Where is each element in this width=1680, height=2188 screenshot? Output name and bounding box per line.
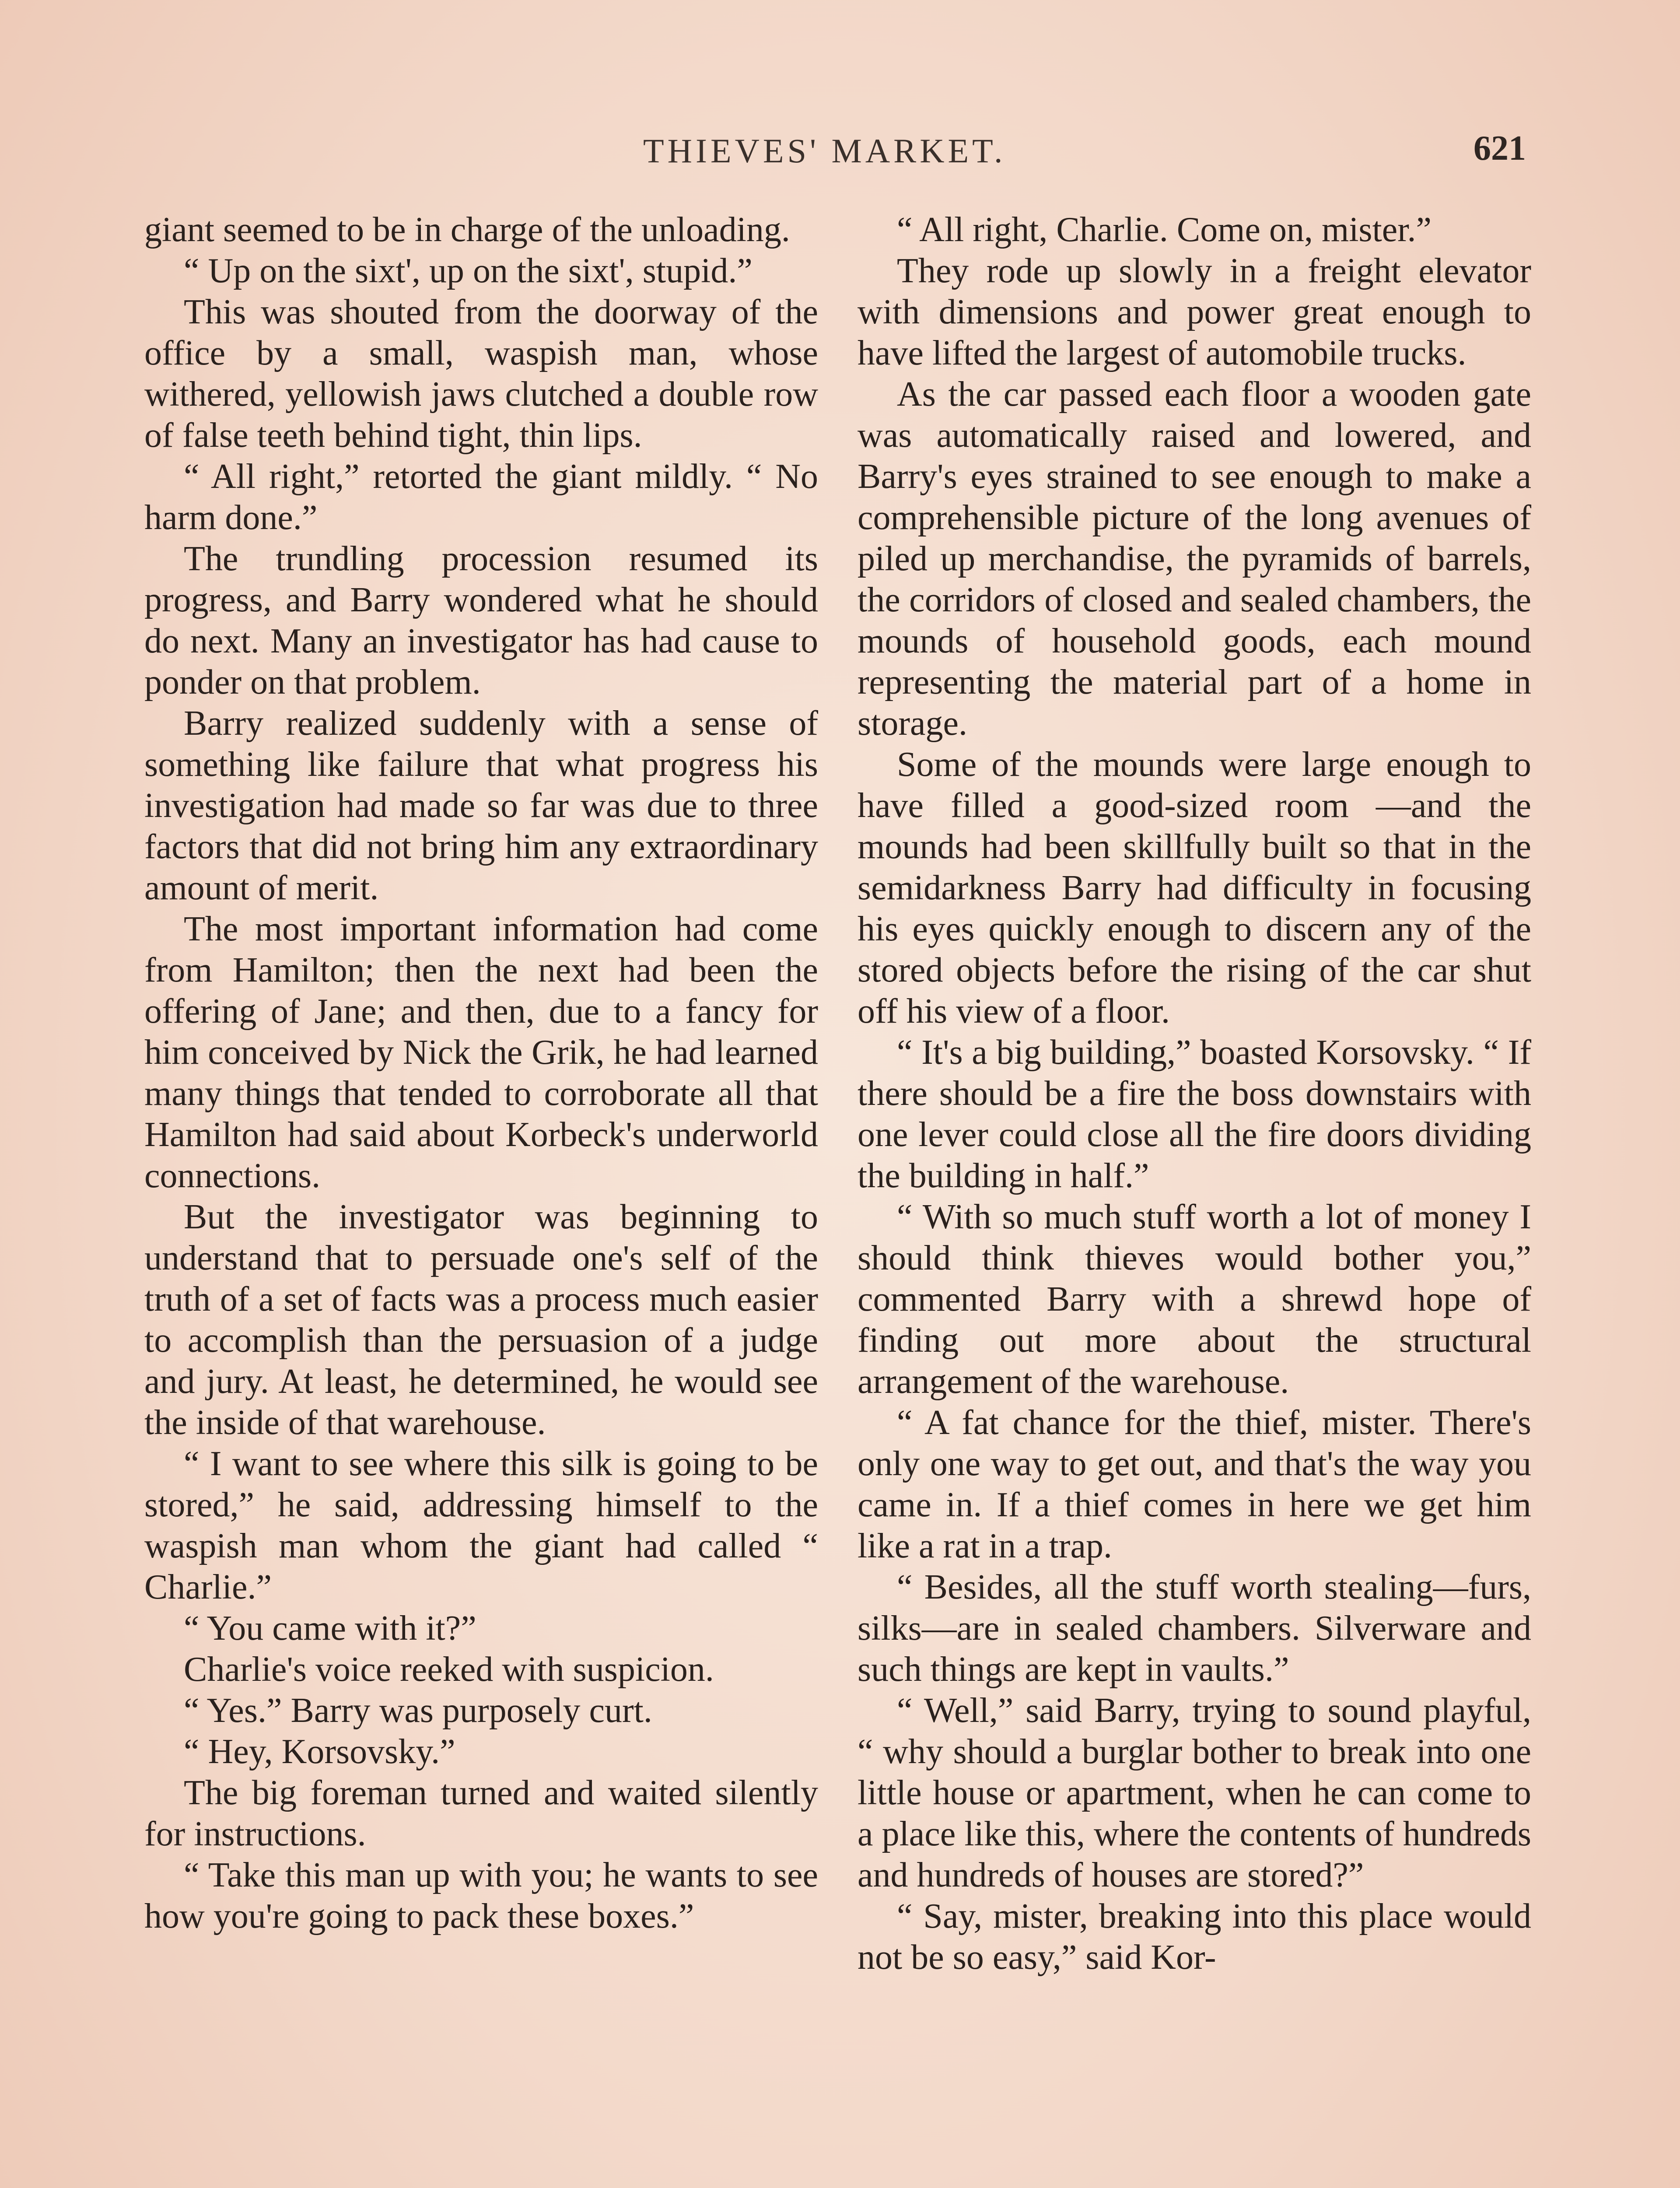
paragraph: “ It's a big building,” boasted Korsovsky. “ If there should be a fire the boss downstairs with one lever could close all the fire doors dividing the building in half.” bbox=[858, 1033, 1531, 1195]
paragraph: “ Yes.” Barry was purposely curt. bbox=[184, 1691, 652, 1730]
running-title: THIEVES' MARKET. bbox=[643, 132, 1006, 170]
paragraph: The most important information had come from Hamilton; then the next had been the offering of Jane; and then, due to a fancy for him conceived by Nick the Grik, he had learned many things that tended to corroborate all that Hamilton had said about Korbeck's underworld connections. bbox=[144, 910, 818, 1195]
page-header bbox=[0, 131, 1680, 179]
page-number: 621 bbox=[1474, 129, 1526, 168]
paragraph: “ Up on the sixt', up on the sixt', stupid.” bbox=[184, 252, 752, 290]
paragraph: Barry realized suddenly with a sense of something like failure that what progress his investigation had made so far was due to three factors that did not bring him any extraordinary amount of merit. bbox=[144, 704, 818, 907]
paragraph: “ Hey, Korsovsky.” bbox=[184, 1732, 455, 1771]
paragraph: The big foreman turned and waited silently for instructions. bbox=[144, 1774, 818, 1853]
paragraph: “ With so much stuff worth a lot of money I should think thieves would bother you,” commented Barry with a shrewd hope of finding out more about the structural arrangement of the warehouse. bbox=[858, 1198, 1531, 1401]
paragraph: “ Well,” said Barry, trying to sound playful, “ why should a burglar bother to break into one little house or apartment, when he can come to a place like this, where the contents of hundreds and hundreds of houses are stored?” bbox=[858, 1691, 1531, 1894]
paragraph: “ I want to see where this silk is going to be stored,” he said, addressing himself to the waspish man whom the giant had called “ Charlie.” bbox=[144, 1445, 818, 1606]
paragraph: Some of the mounds were large enough to have filled a good-sized room —and the mounds had been skillfully built so that in the semidarkness Barry had difficulty in focusing his eyes quickly enough to discern any of the stored objects before the rising of the car shut off his view of a floor. bbox=[858, 745, 1531, 1031]
paragraph: As the car passed each floor a wooden gate was automatically raised and lowered, and Barry's eyes strained to see enough to make a comprehensible picture of the long avenues of piled up merchandise, the pyramids of barrels, the corridors of closed and sealed chambers, the mounds of household goods, each mound representing the material part of a home in storage. bbox=[858, 375, 1531, 743]
paragraph: They rode up slowly in a freight elevator with dimensions and power great enough to have lifted the largest of automobile trucks. bbox=[858, 252, 1531, 372]
paragraph: “ All right, Charlie. Come on, mister.” bbox=[897, 210, 1432, 249]
paragraph: “ A fat chance for the thief, mister. There's only one way to get out, and that's the way you came in. If a thief comes in here we get him like a rat in a trap. bbox=[858, 1403, 1531, 1565]
paragraph: “ Say, mister, breaking into this place would not be so easy,” said Kor- bbox=[858, 1897, 1531, 1977]
left-column bbox=[144, 209, 818, 1937]
paragraph: “ All right,” retorted the giant mildly. “ No harm done.” bbox=[144, 457, 818, 537]
paragraph: The trundling procession resumed its progress, and Barry wondered what he should do next. Many an investigator has had cause to ponder on that problem. bbox=[144, 540, 818, 701]
paragraph: This was shouted from the doorway of the office by a small, waspish man, whose withered, yellowish jaws clutched a double row of false teeth behind tight, thin lips. bbox=[144, 293, 818, 455]
paragraph: giant seemed to be in charge of the unloading. bbox=[144, 210, 790, 249]
paragraph: “ Besides, all the stuff worth stealing—furs, silks—are in sealed chambers. Silverware and such things are kept in vaults.” bbox=[858, 1568, 1531, 1689]
paragraph: “ You came with it?” bbox=[184, 1609, 476, 1648]
paragraph: But the investigator was beginning to understand that to persuade one's self of the truth of a set of facts was a process much easier to accomplish than the persuasion of a judge and jury. At least, he determined, he would see the inside of that warehouse. bbox=[144, 1198, 818, 1442]
paragraph: Charlie's voice reeked with suspicion. bbox=[184, 1650, 714, 1689]
right-column bbox=[858, 209, 1531, 1978]
paragraph: “ Take this man up with you; he wants to see how you're going to pack these boxes.” bbox=[144, 1856, 818, 1936]
